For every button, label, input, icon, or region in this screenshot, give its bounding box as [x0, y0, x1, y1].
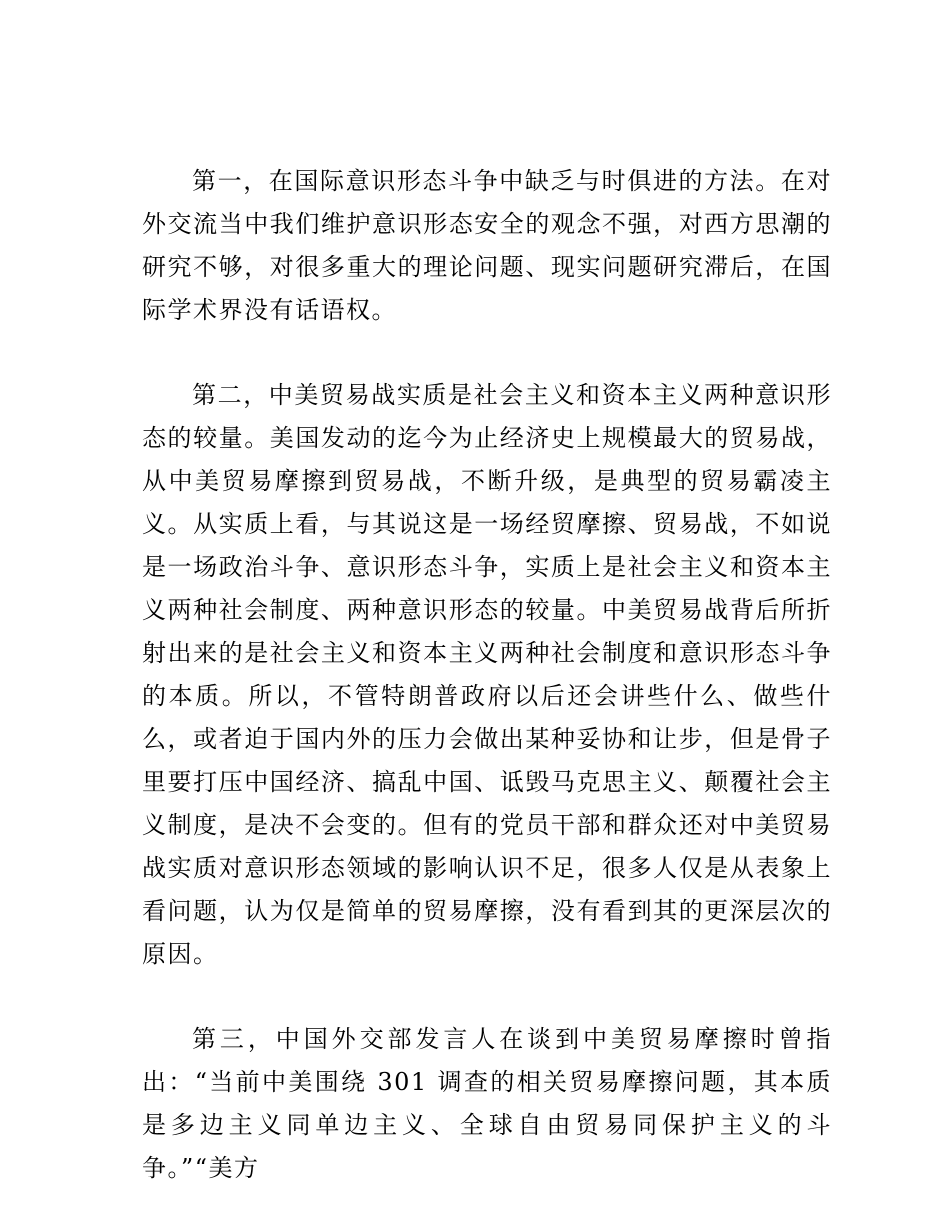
paragraph-2: 第二，中美贸易战实质是社会主义和资本主义两种意识形态的较量。美国发动的迄今为止经济史上规模最大的贸易战，从中美贸易摩擦到贸易战，不断升级，是典型的贸易霸凌主义。从实质上看，与其说这是一场经贸摩擦、贸易战，不如说是一场政治斗争、意识形态斗争，实质上是社会主义和资本主义两种社会制度、两种意识形态的较量。中美贸易战背后所折射出来的是社会主义和资本主义两种社会制度和意识形态斗争的本质。所以，不管特朗普政府以后还会讲些什么、做些什么，或者迫于国内外的压力会做出某种妥协和让步，但是骨子里要打压中国经济、搞乱中国、诋毁马克思主义、颠覆社会主义制度，是决不会变的。但有的党员干部和群众还对中美贸易战实质对意识形态领域的影响认识不足，很多人仅是从表象上看问题，认为仅是简单的贸易摩擦，没有看到其的更深层次的原因。 — [142, 381, 832, 968]
paragraph-1: 第一，在国际意识形态斗争中缺乏与时俱进的方法。在对外交流当中我们维护意识形态安全的观念不强，对西方思潮的研究不够，对很多重大的理论问题、现实问题研究滞后，在国际学术界没有话语权。 — [142, 167, 832, 324]
paragraph-3: 第三，中国外交部发言人在谈到中美贸易摩擦时曾指出：“当前中美围绕 301 调查的相关贸易摩擦问题，其本质是多边主义同单边主义、全球自由贸易同保护主义的斗争。”“美方 — [142, 1025, 832, 1182]
document-body — [142, 160, 832, 1190]
